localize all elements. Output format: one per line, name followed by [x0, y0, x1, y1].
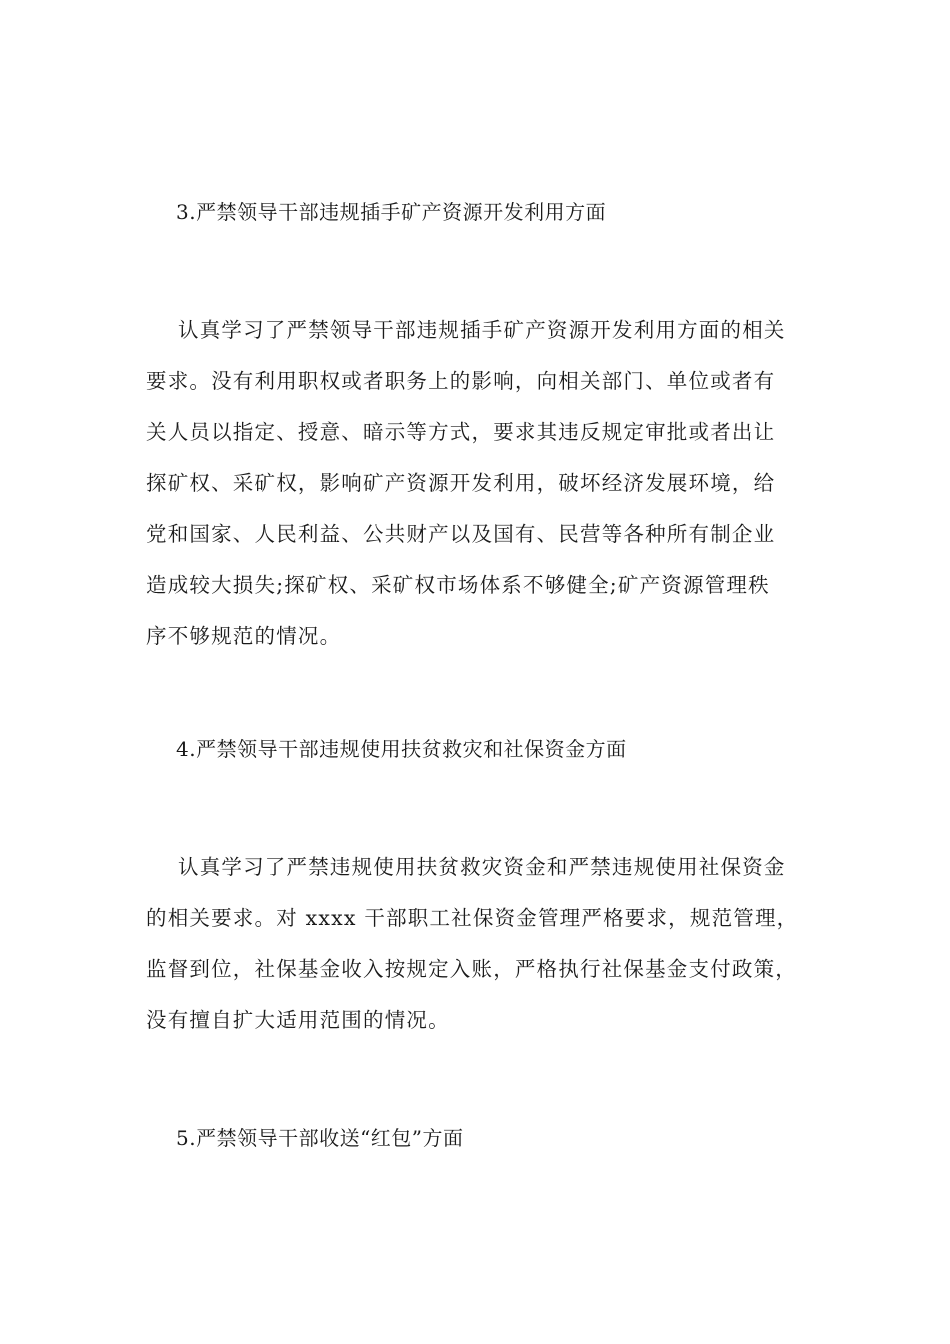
section-heading-3: 3.严禁领导干部违规插手矿产资源开发利用方面 [176, 200, 607, 224]
paragraph-line: 没有擅自扩大适用范围的情况。 [146, 1008, 450, 1032]
paragraph-line: 造成较大损失;探矿权、采矿权市场体系不够健全;矿产资源管理秩 [146, 573, 770, 597]
paragraph-line: 的相关要求。对 xxxx 干部职工社保资金管理严格要求，规范管理， [146, 906, 799, 930]
paragraph-section-4 [146, 842, 812, 1046]
paragraph-line: 序不够规范的情况。 [146, 624, 342, 648]
paragraph-section-3 [146, 305, 812, 662]
section-heading-4: 4.严禁领导干部违规使用扶贫救灾和社保资金方面 [176, 737, 627, 761]
paragraph-line: 探矿权、采矿权，影响矿产资源开发利用，破坏经济发展环境，给 [146, 471, 776, 495]
paragraph-line: 监督到位，社保基金收入按规定入账，严格执行社保基金支付政策， [146, 957, 797, 981]
paragraph-line: 关人员以指定、授意、暗示等方式，要求其违反规定审批或者出让 [146, 420, 776, 444]
paragraph-line: 党和国家、人民利益、公共财产以及国有、民营等各种所有制企业 [146, 522, 776, 546]
section-heading-5: 5.严禁领导干部收送“红包”方面 [176, 1126, 464, 1150]
paragraph-line: 认真学习了严禁违规使用扶贫救灾资金和严禁违规使用社保资金 [178, 855, 786, 879]
paragraph-line: 要求。没有利用职权或者职务上的影响，向相关部门、单位或者有 [146, 369, 776, 393]
paragraph-line: 认真学习了严禁领导干部违规插手矿产资源开发利用方面的相关 [178, 318, 786, 342]
